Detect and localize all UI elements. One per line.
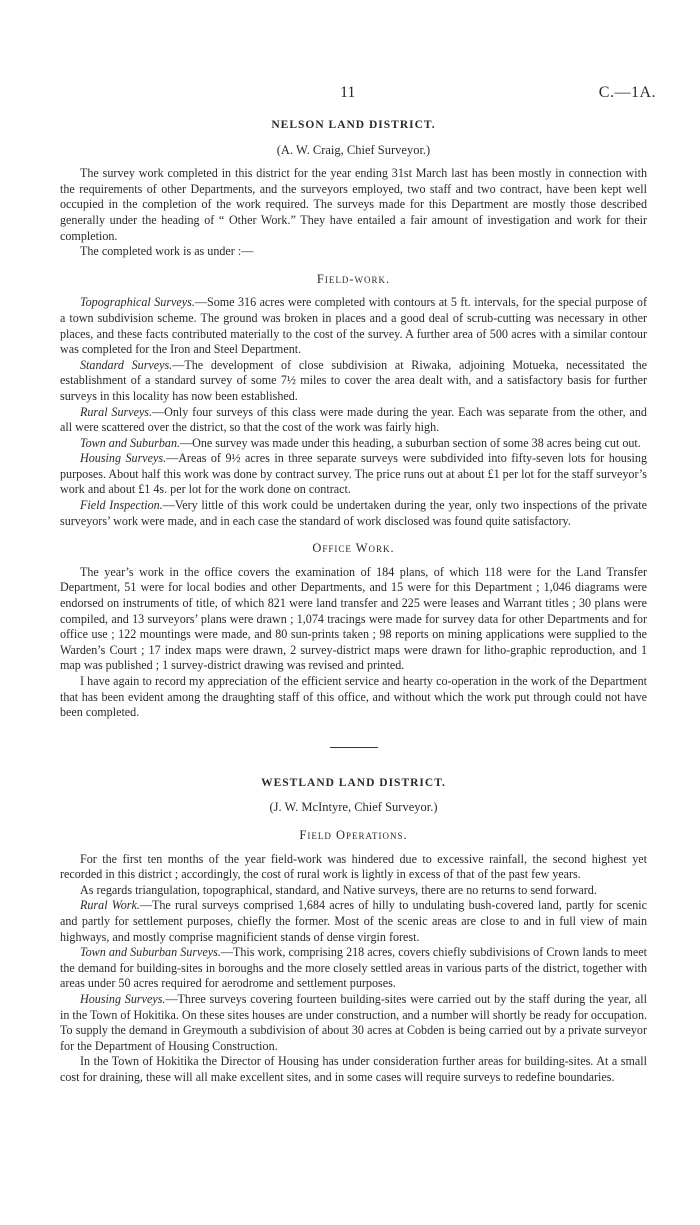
nelson-intro-paragraph: The survey work completed in this district for the year ending 31st March last has been mostly in connection with the requirements of other Departments, and the surveyors employed, two staff and two contract, have been kept well occupied in the completion of the work required. The surveys made for this Department are mostly those described generally under the heading of “ Other Work.” They have entailed a fair amount of investigation and work for their completion. <box>60 166 647 243</box>
nelson-office-work-heading: Office Work. <box>312 541 395 556</box>
westland-housing-text: —Three surveys covering fourteen building-sites were carried out by the staff during the year, all in the Town of Hokitika. On these sites houses are under construction, and a number will shortly be ready for occupation. To supply the demand in Greymouth a subdivision of about 30 acres at Cobden is being carried out by a private surveyor for the Department of Housing Construction. <box>60 991 648 1053</box>
westland-hokitika-paragraph: In the Town of Hokitika the Director of Housing has under consideration further areas for building-sites. At a small cost for draining, these will all make excellent sites, and in some cases will require surveys to redefine boundaries. <box>60 1054 647 1084</box>
westland-town-paragraph <box>60 945 647 992</box>
nelson-surveyor: (A. W. Craig, Chief Surveyor.) <box>276 142 431 157</box>
document-body <box>60 118 647 1085</box>
rural-label: Rural Surveys. <box>80 404 153 419</box>
standard-label: Standard Surveys. <box>80 357 173 372</box>
nelson-standard-paragraph <box>60 358 647 405</box>
field-inspection-label: Field Inspection. <box>80 498 163 513</box>
rural-work-text: —The rural surveys comprised 1,684 acres of hilly to undulating bush-covered land, partly for scenic and partly for settlement purposes, chiefly the former. Most of the scenic areas are close to and in full view of main highways, and mostly comprise magnificient stands of dense virgin forest. <box>60 898 647 944</box>
westland-housing-paragraph <box>60 992 647 1054</box>
nelson-district-title: NELSON LAND DISTRICT. <box>271 119 436 131</box>
nelson-office-paragraph: The year’s work in the office covers the examination of 184 plans, of which 118 were for the Land Transfer Department, 51 were for local bodies and other Departments, and 15 were for this Department ; 1,046 diagrams were endorsed on instruments of title, of which 821 were land transfer and 225 were leases and Warrant titles ; 30 plans were compiled, and 13 surveyors’ plans were drawn ; 1,074 tracings were made for survey data for other Departments and for office use ; 122 mountings were made, and 80 sun-prints taken ; 98 reports on mining applications were supplied to the Warden’s Court ; 17 index maps were drawn, 2 survey-district maps were drawn for litho-graphic reproduction, and 1 map was published ; 1 survey-district drawing was revised and printed. <box>60 564 647 673</box>
nelson-housing-paragraph <box>60 451 647 498</box>
housing-text: —Areas of 9½ acres in three separate surveys were subdivided into fifty-seven lots for housing purposes. About half this work was done by contract survey. The price runs out at about £1 per lot for the staff surveyor’s work and about £1 4s. per lot for the work done on contract. <box>60 451 647 497</box>
page-number: 11 <box>340 84 356 101</box>
topographical-label: Topographical Surveys. <box>80 295 195 310</box>
town-text: —One survey was made under this heading, a suburban section of some 38 acres being cut out. <box>180 435 641 450</box>
document-code: C.—1A. <box>598 84 656 101</box>
rural-text: —Only four surveys of this class were made during the year. Each was separate from the other, and all were scattered over the district, so that the cost of the work was fairly high. <box>60 404 647 435</box>
westland-surveyor: (J. W. McIntyre, Chief Surveyor.) <box>269 800 438 815</box>
page-header <box>0 84 700 106</box>
standard-text: —The development of close subdivision at Riwaka, adjoining Motueka, necessitated the establishment of a standard survey of some 7½ miles to cover the area dealt with, and a satisfactory basis for further surveys in this locality has now been established. <box>60 357 647 403</box>
rural-work-label: Rural Work. <box>80 898 140 913</box>
housing-label: Housing Surveys. <box>80 451 167 466</box>
nelson-topographical-paragraph <box>60 295 647 357</box>
town-label: Town and Suburban. <box>80 435 181 450</box>
nelson-field-work-heading: Field-work. <box>316 271 391 286</box>
westland-intro-paragraph: For the first ten months of the year field-work was hindered due to excessive rainfall, the second highest yet recorded in this district ; accordingly, the cost of rural work is lightly in excess of that of the past few years. <box>60 851 647 882</box>
field-inspection-text: —Very little of this work could be undertaken during the year, only two inspections of the private surveyors’ work were made, and in each case the standard of work disclosed was found quite satisfactory. <box>60 498 647 528</box>
nelson-rural-paragraph <box>60 405 647 436</box>
nelson-completed-line: The completed work is as under :— <box>80 244 254 259</box>
westland-field-operations-heading: Field Operations. <box>299 827 408 842</box>
section-divider <box>330 747 378 748</box>
westland-housing-label: Housing Surveys. <box>80 991 166 1006</box>
westland-triangulation-paragraph: As regards triangulation, topographical, standard, and Native surveys, there are no returns to send forward. <box>80 882 597 897</box>
westland-rural-paragraph <box>60 898 647 945</box>
nelson-appreciation-paragraph: I have again to record my appreciation of the efficient service and hearty co-operation in the work of the Department that has been evident among the draughting staff of this office, and without which the work put through could not have been completed. <box>60 674 647 720</box>
westland-district-title: WESTLAND LAND DISTRICT. <box>261 776 446 789</box>
topographical-text: —Some 316 acres were completed with contours at 5 ft. intervals, for the special purpose of a town subdivision scheme. The ground was broken in places and a good deal of scrub-cutting was necessary in other places, and these facts contributed materially to the cost of the survey. A further area of 500 acres with a similar contour was completed for the Iron and Steel Department. <box>60 295 647 357</box>
town-suburban-label: Town and Suburban Surveys. <box>80 945 221 960</box>
nelson-town-paragraph <box>60 436 647 452</box>
nelson-field-inspection-paragraph <box>60 498 647 529</box>
town-suburban-text: —This work, comprising 218 acres, covers chiefly subdivisions of Crown lands to meet the demand for building-sites in boroughs and the more closely settled areas in various parts of the district, together with areas under 50 acres required for aerodrome and settlement purposes. <box>60 945 648 991</box>
